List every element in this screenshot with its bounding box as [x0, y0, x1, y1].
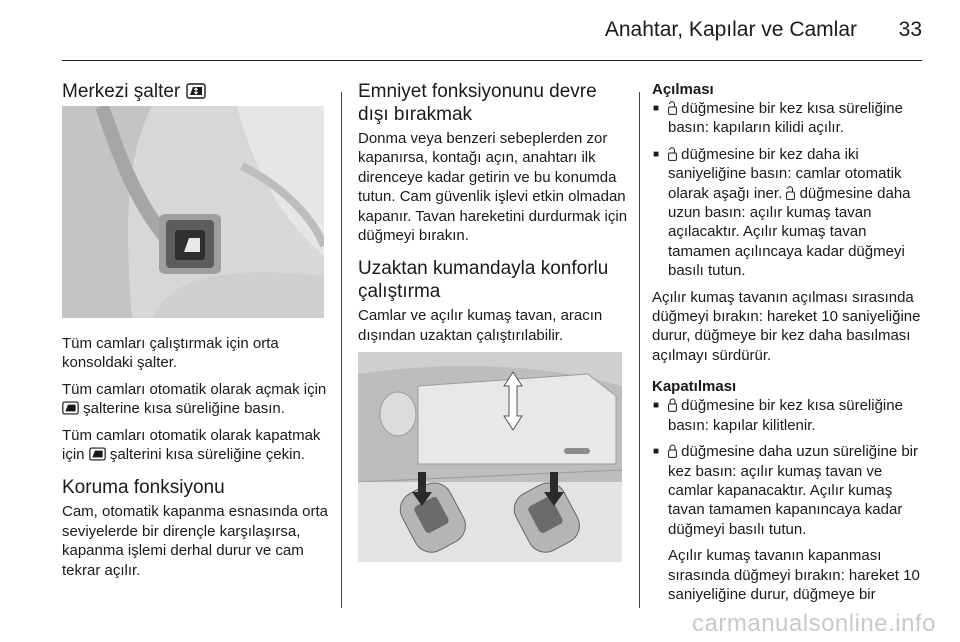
watermark: carmanualsonline.info: [692, 610, 936, 637]
remote-operation-illustration: [358, 352, 622, 562]
center-console-switch-photo: [62, 106, 324, 318]
subheading-closing: Kapatılması: [652, 378, 737, 396]
subheading-opening: Açılması: [652, 81, 714, 98]
paragraph: Cam, otomatik kapanma esnasında orta seviyelerde bir dirençle karşılaşırsa, kapanma işlemi derhal durur ve cam tekrar açılır.: [62, 503, 328, 579]
lock-icon: [668, 398, 677, 412]
section-heading-central-switch: Merkezi şalter: [62, 80, 330, 103]
unlock-icon: [668, 101, 677, 115]
lock-icon: [668, 444, 677, 458]
list-item: ■ düğmesine bir kez kısa süreliğine basın: kapıların kilidi açılır.: [652, 99, 924, 138]
column-divider-2: [639, 92, 640, 608]
paragraph: Açılır kumaş tavanın açılması sırasında düğmeyi bırakın: hareket 10 saniyeliğine durur, düğmeye bir kez daha basılması açılmayı sürdürür.: [652, 288, 921, 364]
column-3: [652, 80, 924, 611]
page-number: 33: [898, 18, 922, 41]
header-divider: [62, 60, 922, 61]
column-1: [62, 80, 330, 587]
header-title: Anahtar, Kapılar ve Camlar: [604, 18, 857, 41]
window-switch-icon: [186, 83, 206, 99]
list-item: ■ düğmesine bir kez kısa süreliğine basın: kapılar kilitlenir.: [652, 396, 924, 435]
paragraph: Açılır kumaş tavanın kapanması sırasında düğmeyi bırakın: hareket 10 saniyeliğine durur, düğmeye bir: [668, 547, 920, 603]
column-divider-1: [341, 92, 342, 608]
section-heading-remote-comfort: Uzaktan kumandayla konforlu çalıştırma: [358, 258, 609, 303]
page-header: [0, 0, 960, 62]
paragraph: Tüm camları çalıştırmak için orta konsoldaki şalter.: [62, 335, 279, 372]
section-heading-protection: Koruma fonksiyonu: [62, 477, 225, 499]
list-item: ■ düğmesine bir kez daha iki saniyeliğine basın: camlar otomatik olarak aşağı iner. düğmesine daha uzun basın: açılır kumaş tavan açılacaktır. Açılır kumaş tavan tamamen açılıncaya kadar düğmeyi basılı tutun.: [652, 145, 924, 281]
section-heading-disable-safety: Emniyet fonksiyonunu devre dışı bırakmak: [358, 81, 597, 125]
list-item: ■ düğmesine daha uzun süreliğine bir kez basın: açılır kumaş tavan ve camlar kapanacaktır. Açılır kumaş tavan tamamen kapanıncaya kadar düğmeyi basılı tutun.: [652, 442, 924, 539]
column-2: [358, 80, 628, 562]
paragraph: Camlar ve açılır kumaş tavan, aracın dışından uzaktan çalıştırılabilir.: [358, 307, 603, 344]
paragraph: Tüm camları otomatik olarak açmak için şalterine kısa süreliğine basın.: [62, 380, 327, 418]
window-switch-icon: [62, 401, 79, 415]
unlock-icon: [786, 186, 795, 200]
paragraph: Tüm camları otomatik olarak kapatmak için şalterini kısa süreliğine çekin.: [62, 426, 321, 464]
unlock-icon: [668, 147, 677, 161]
paragraph: Donma veya benzeri sebeplerden zor kapanırsa, kontağı açın, anahtarı ilk direnceye kadar getirin ve bu konumda tutun. Cam güvenlik işlevi etkin olmadan kapanır. Tavan hareketini durdurmak için düğmeyi bırakın.: [358, 130, 628, 245]
window-switch-icon: [89, 447, 106, 461]
